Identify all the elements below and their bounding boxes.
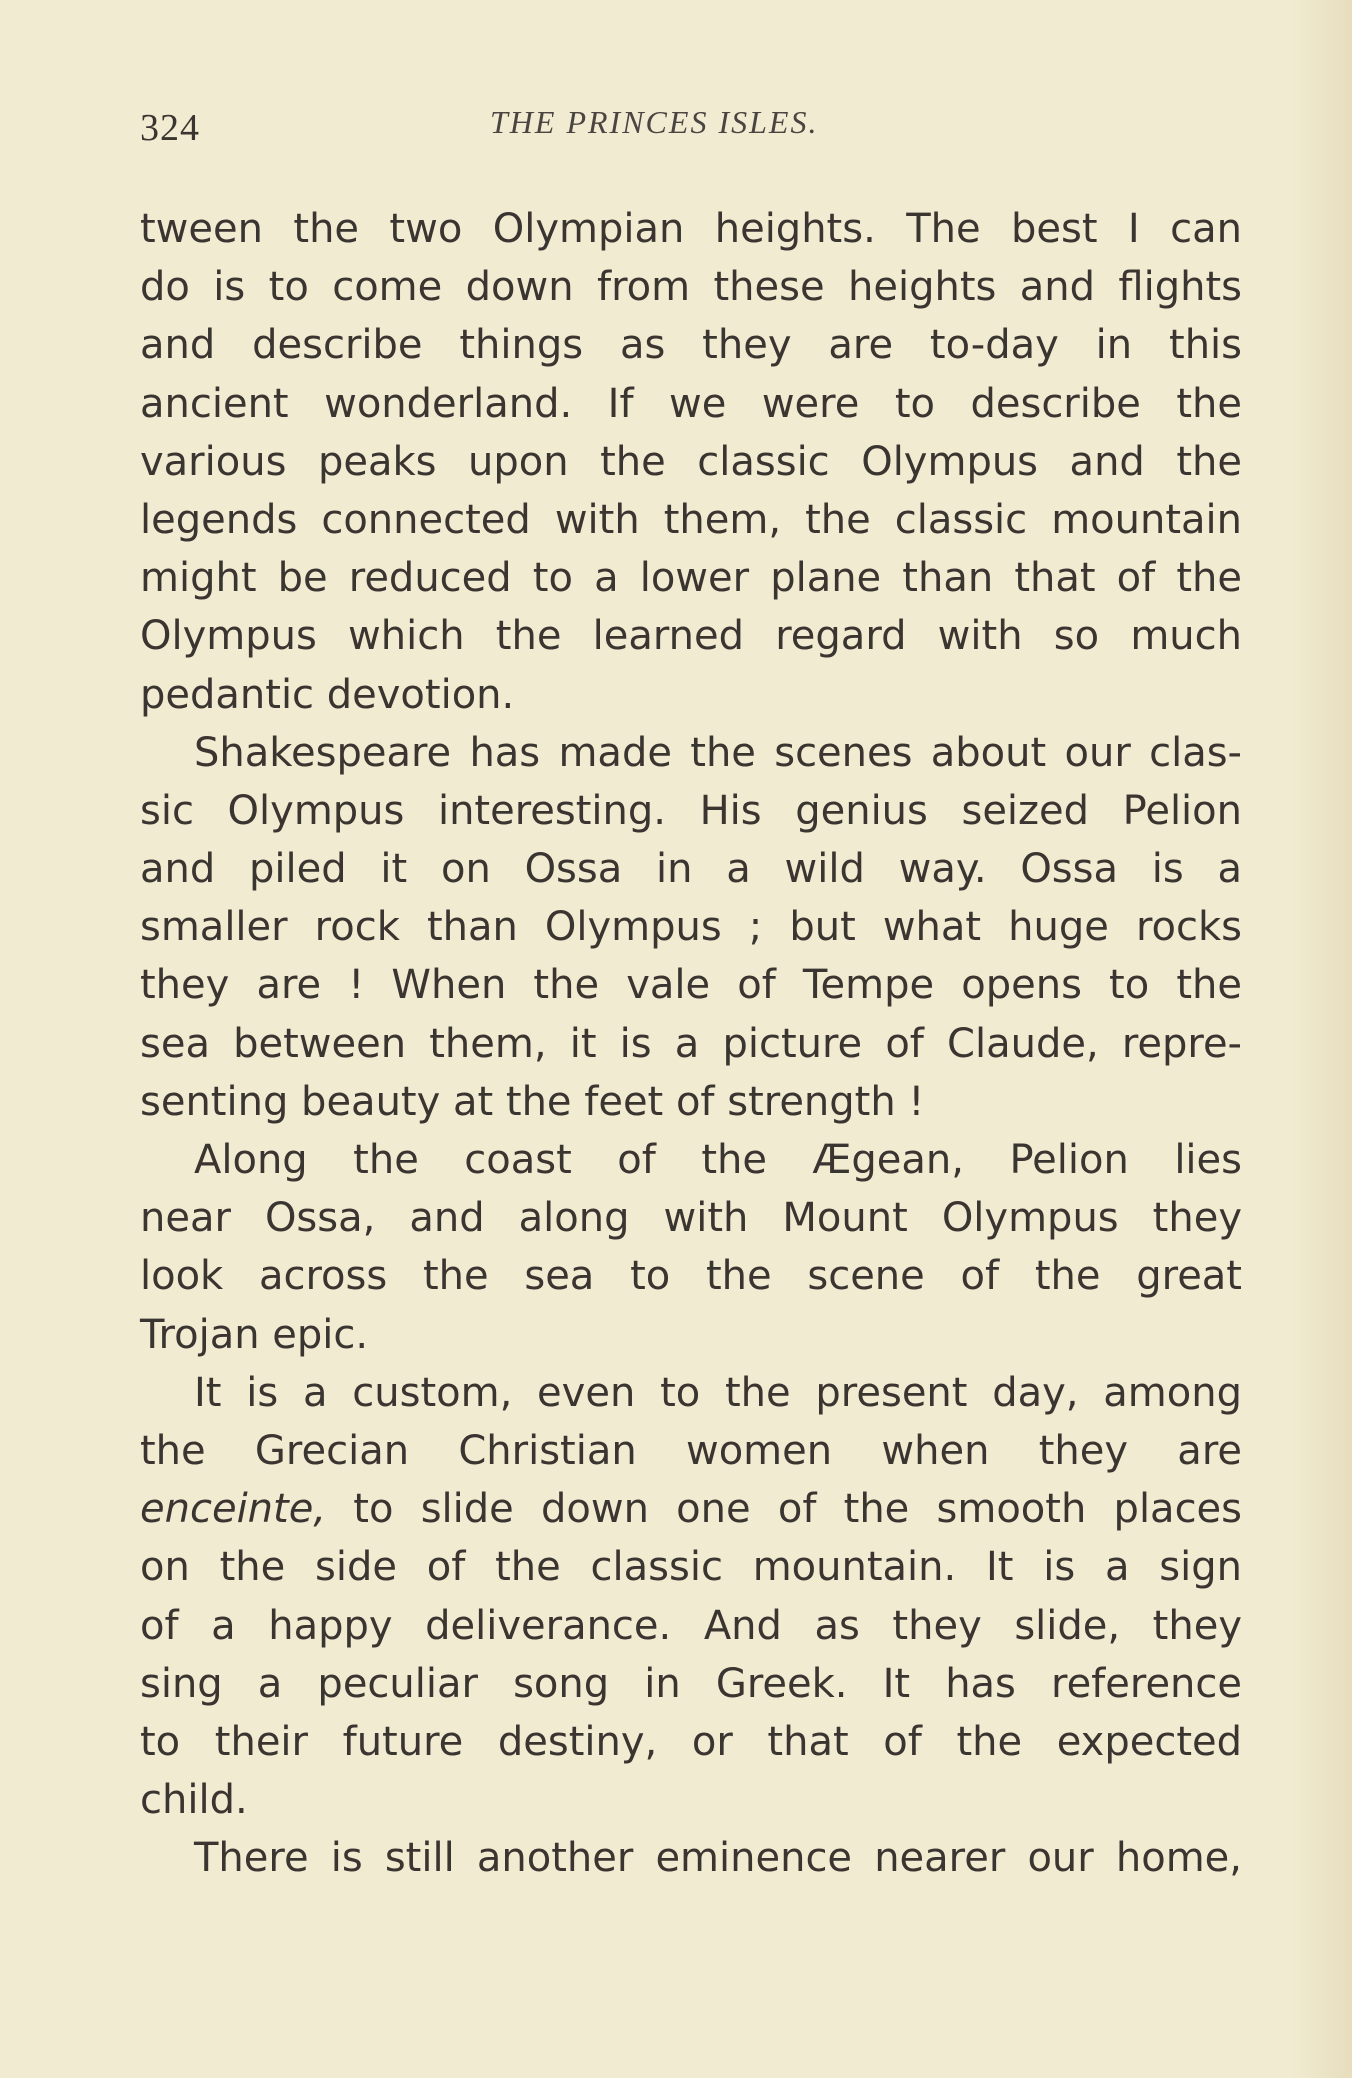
text-line: Trojan epic. [140, 1311, 369, 1358]
text-line: Along the coast of the Ægean, Pelion lies [194, 1137, 1242, 1183]
text-line: It is a custom, even to the present day, among [194, 1369, 1242, 1416]
page-header [140, 100, 1240, 160]
text-line: pedantic devotion. [140, 671, 515, 718]
text-line: the Grecian Christian women when they are [140, 1427, 1242, 1474]
text-line-rest: to slide down one of the smooth places [353, 1486, 1243, 1533]
text-line: various peaks upon the classic Olympus and the [140, 438, 1242, 485]
text-line: sea between them, it is a picture of Claude, repre- [140, 1020, 1242, 1067]
text-line: do is to come down from these heights and flights [140, 264, 1242, 311]
text-line: and piled it on Ossa in a wild way. Ossa is a [140, 846, 1242, 893]
text-line: sic Olympus interesting. His genius seized Pelion [140, 787, 1242, 834]
text-line: child. [140, 1777, 248, 1824]
text-line: Olympus which the learned regard with so much [140, 613, 1242, 660]
body-text [140, 200, 1242, 1887]
text-line: tween the two Olympian heights. The best I can [140, 206, 1242, 252]
text-line: to their future destiny, or that of the expected [140, 1718, 1242, 1765]
italic-word: enceinte, [140, 1486, 327, 1533]
text-line: ancient wonderland. If we were to describe the [140, 380, 1242, 427]
page-number: 324 [140, 107, 200, 149]
text-line: senting beauty at the feet of strength ! [140, 1078, 925, 1125]
text-line: look across the sea to the scene of the great [140, 1253, 1242, 1300]
page-edge-shadow [1292, 0, 1352, 2078]
text-line: smaller rock than Olympus ; but what huge rocks [140, 904, 1242, 951]
text-line: of a happy deliverance. And as they slide, they [140, 1602, 1242, 1649]
text-line-with-italic [140, 1480, 1242, 1538]
running-title: THE PRINCES ISLES. [490, 104, 819, 140]
text-line: on the side of the classic mountain. It is a sign [140, 1544, 1242, 1591]
text-line: legends connected with them, the classic mountain [140, 496, 1242, 543]
text-line: and describe things as they are to-day in this [140, 322, 1242, 369]
text-line: might be reduced to a lower plane than that of the [140, 555, 1242, 602]
text-line: There is still another eminence nearer our home, [194, 1835, 1242, 1882]
text-line: Shakespeare has made the scenes about our clas- [194, 729, 1242, 776]
text-line: they are ! When the vale of Tempe opens to the [140, 962, 1242, 1009]
text-line: near Ossa, and along with Mount Olympus they [140, 1195, 1242, 1242]
text-line: sing a peculiar song in Greek. It has reference [140, 1660, 1242, 1707]
